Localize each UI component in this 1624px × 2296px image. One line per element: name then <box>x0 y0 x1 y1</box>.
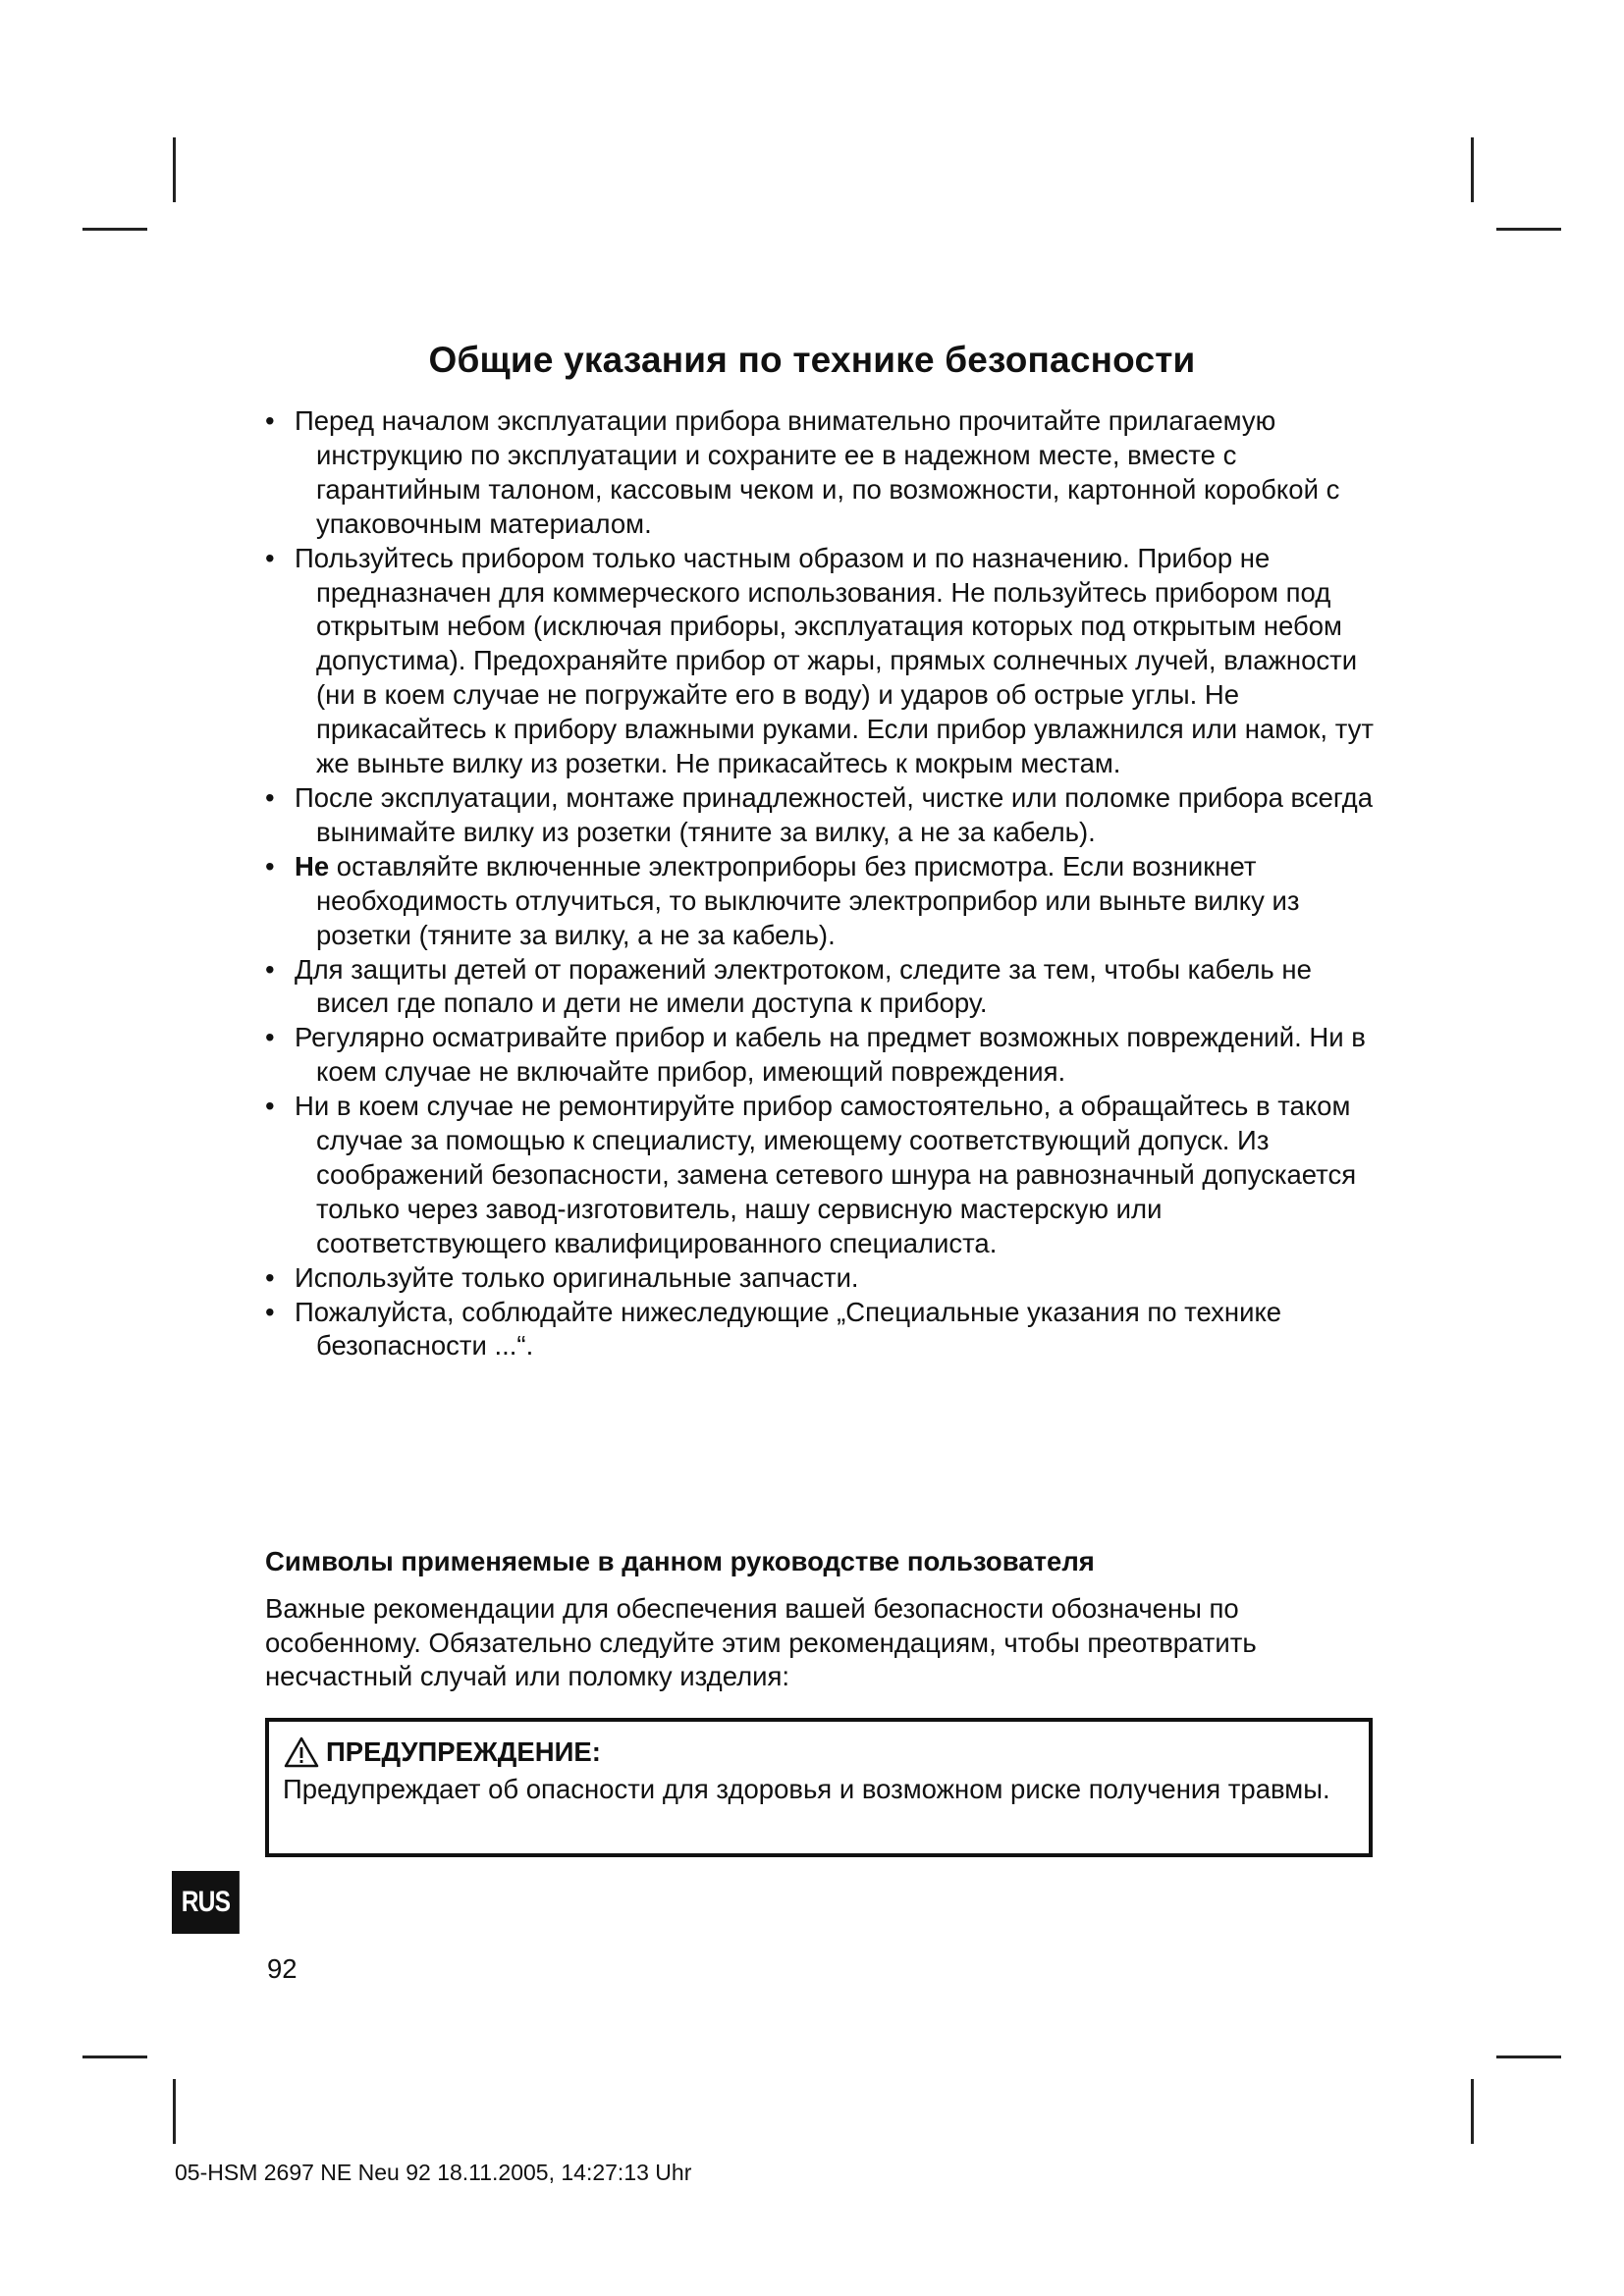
symbols-intro-text: Важные рекомендации для обеспечения вашей безопасности обозначены по особенному. Обязательно следуйте этим рекомендациям, чтобы преотвратить несчастный случай или поломку изделия: <box>265 1593 1257 1691</box>
list-item: • Пожалуйста, соблюдайте нижеследующие „Специальные указания по технике безопасности ...“. <box>265 1296 1384 1364</box>
list-item: • Для защиты детей от поражений электротоком, следите за тем, чтобы кабель не висел где попало и дети не имели доступа к прибору. <box>265 953 1384 1022</box>
language-badge: RUS <box>172 1871 240 1934</box>
warning-header <box>283 1735 1357 1769</box>
print-footer-meta: 05-HSM 2697 NE Neu 92 18.11.2005, 14:27:13 Uhr <box>175 2160 692 2185</box>
list-item: • Пользуйтесь прибором только частным образом и по назначению. Прибор не предназначен для коммерческого использования. Не пользуйтесь прибором под открытым небом (исключая приборы, эксплуатация которых под открытым небом допустима). Предохраняйте прибор от жары, прямых солнечных лучей, влажности (ни в коем случае не погружайте его в воду) и ударов об острые углы. Не прикасайтесь к прибору влажными руками. Если прибор увлажнился или намок, тут же выньте вилку из розетки. Не прикасайтесь к мокрым местам. <box>265 542 1384 781</box>
crop-mark-bottom-right-horizontal <box>1496 2056 1561 2058</box>
list-item: • После эксплуатации, монтаже принадлежностей, чистке или поломке прибора всегда вынимайте вилку из розетки (тяните за вилку, а не за кабель). <box>265 781 1384 850</box>
crop-mark-top-right-horizontal <box>1496 228 1561 231</box>
list-item: • Ни в коем случае не ремонтируйте прибор самостоятельно, а обращайтесь в таком случае за помощью к специалисту, имеющему соответствующий допуск. Из соображений безопасности, замена сетевого шнура на равнозначный допускается только через завод-изготовитель, нашу сервисную мастерскую или соответствующего квалифицированного специалиста. <box>265 1090 1384 1261</box>
safety-list <box>265 404 1384 1363</box>
warning-heading: ПРЕДУПРЕЖДЕНИЕ: <box>326 1736 601 1767</box>
list-item: • Используйте только оригинальные запчасти. <box>265 1261 1384 1296</box>
crop-mark-bottom-right-vertical <box>1471 2079 1474 2144</box>
warning-triangle-icon <box>283 1735 320 1769</box>
page-title: Общие указания по технике безопасности <box>428 340 1196 380</box>
crop-mark-bottom-left-vertical <box>173 2079 176 2144</box>
crop-mark-top-left-horizontal <box>82 228 147 231</box>
list-item: • Перед началом эксплуатации прибора внимательно прочитайте прилагаемую инструкцию по эксплуатации и сохраните ее в надежном месте, вместе с гарантийным талоном, кассовым чеком и, по возможности, картонной коробкой с упаковочным материалом. <box>265 404 1384 542</box>
symbols-section-title: Символы применяемые в данном руководстве пользователя <box>265 1546 1095 1576</box>
crop-mark-bottom-left-horizontal <box>82 2056 147 2058</box>
warning-text: Предупреждает об опасности для здоровья и возможном риске получения травмы. <box>283 1774 1330 1804</box>
warning-box <box>265 1718 1373 1857</box>
crop-mark-top-right-vertical <box>1471 137 1474 202</box>
page-number: 92 <box>267 1953 298 1984</box>
list-item: • Не оставляйте включенные электроприборы без присмотра. Если возникнет необходимость отлучиться, то выключите электроприбор или выньте вилку из розетки (тяните за вилку, а не за кабель). <box>265 850 1384 953</box>
list-item: • Регулярно осматривайте прибор и кабель на предмет возможных повреждений. Ни в коем случае не включайте прибор, имеющий повреждения. <box>265 1021 1384 1090</box>
crop-mark-top-left-vertical <box>173 137 176 202</box>
